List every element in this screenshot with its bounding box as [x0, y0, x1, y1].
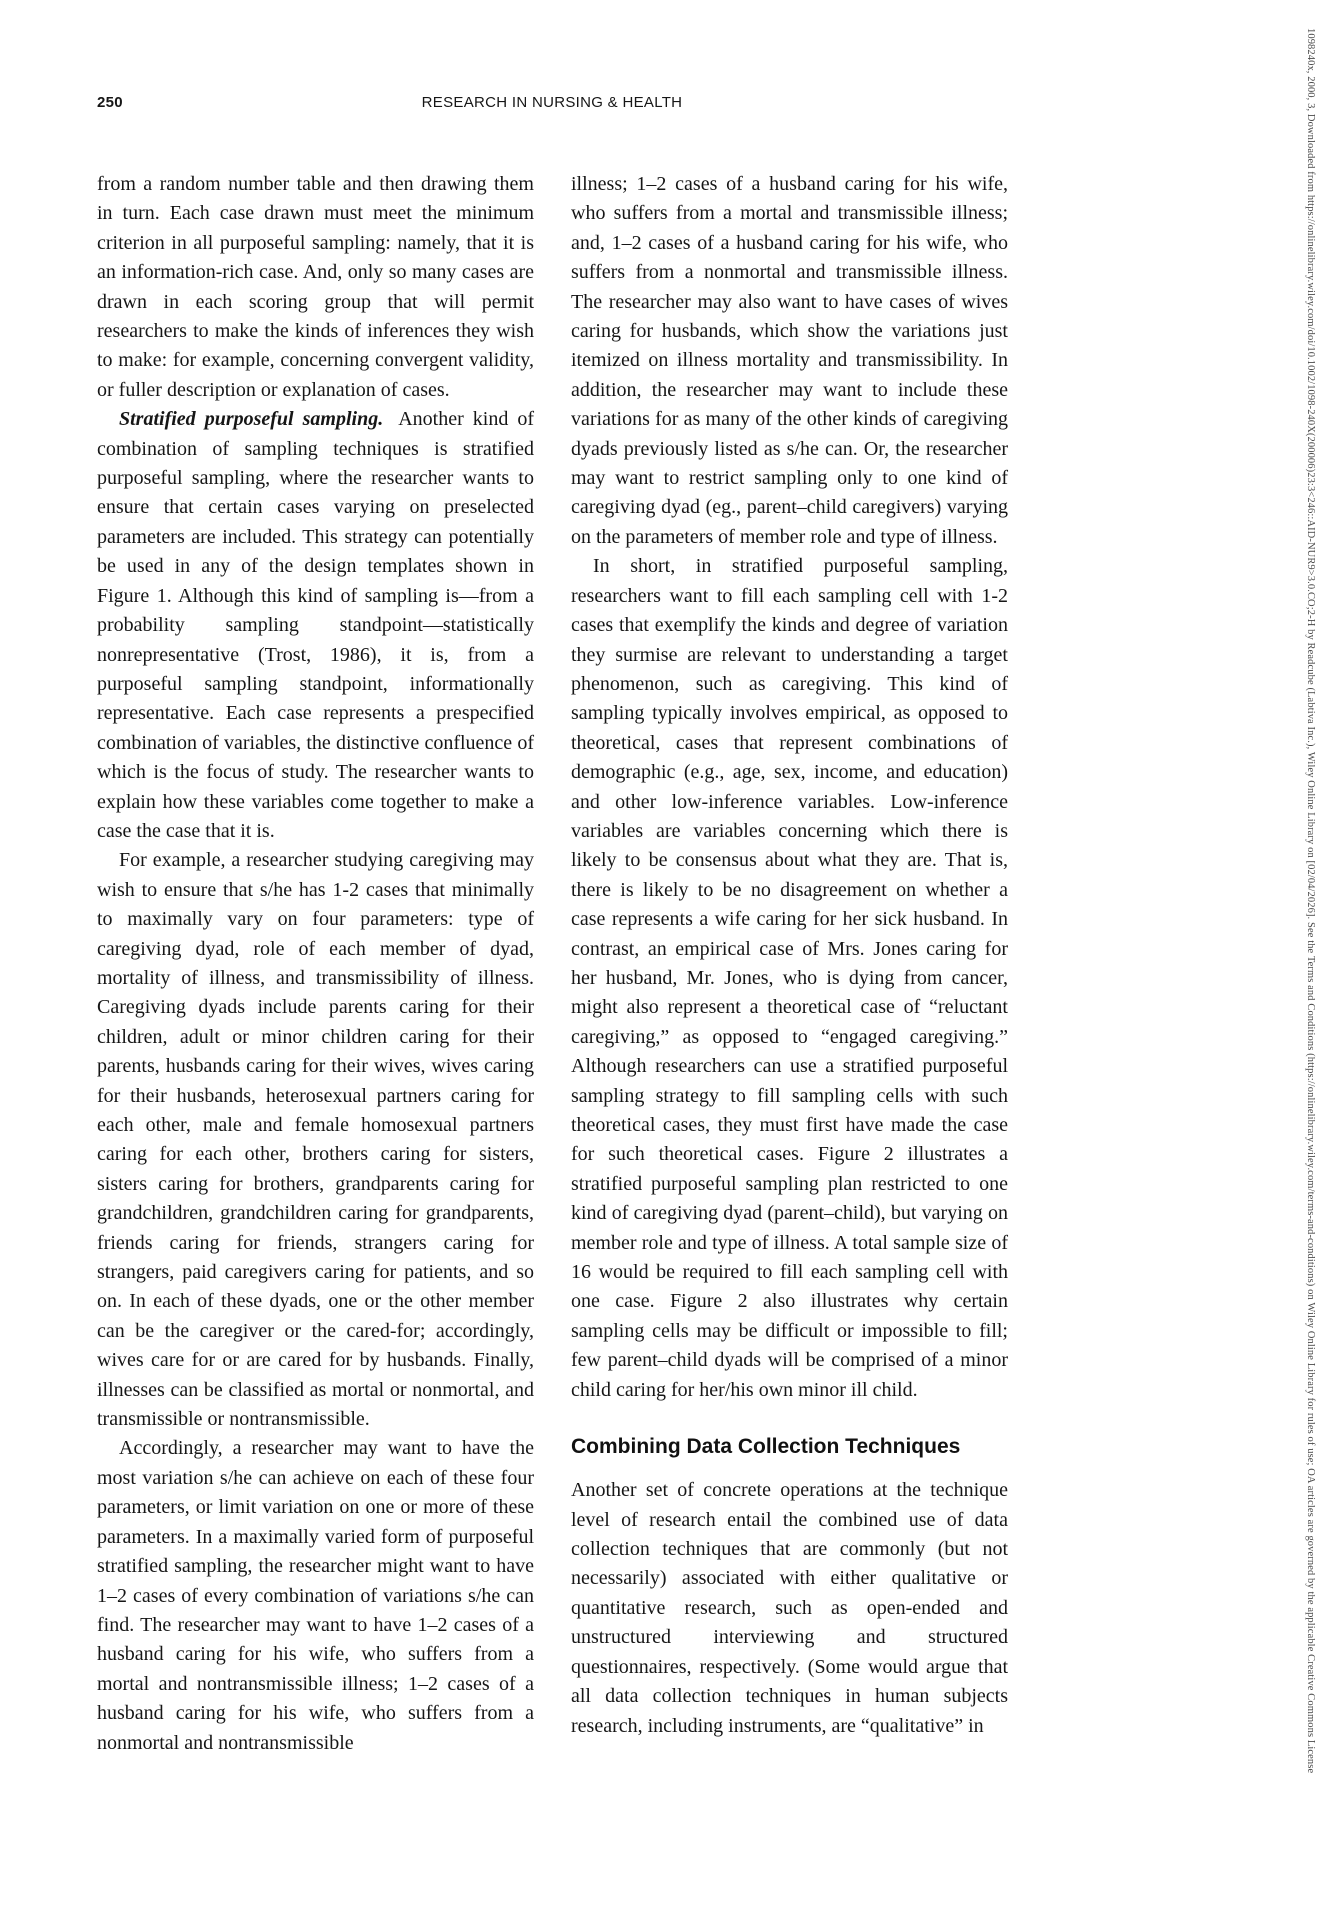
- text-body: [97, 170, 1008, 1758]
- run-in-heading: Stratified purposeful sampling.: [119, 408, 384, 431]
- body-paragraph: For example, a researcher studying caregiving may wish to ensure that s/he has 1-2 cases that minimally to maximally vary on four parameters: type of caregiving dyad, role of each member of dyad, mortality of illness, and transmissibility of illness. Caregiving dyads include parents caring for their children, adult or minor children caring for their parents, husbands caring for their wives, wives caring for their husbands, heterosexual partners caring for each other, male and female homosexual partners caring for each other, brothers caring for sisters, sisters caring for brothers, grandparents caring for grandchildren, grandchildren caring for grandparents, friends caring for friends, strangers caring for strangers, paid caregivers caring for patients, and so on. In each of these dyads, one or the other member can be the caregiver or the cared-for; accordingly, wives care for or are cared for by husbands. Finally, illnesses can be classified as mortal or nonmortal, and transmissible or nontransmissible.: [97, 849, 534, 1431]
- running-head: RESEARCH IN NURSING & HEALTH: [421, 94, 683, 111]
- body-paragraph: illness; 1–2 cases of a husband caring for his wife, who suffers from a mortal and transmissible illness; and, 1–2 cases of a husband caring for his wife, who suffers from a nonmortal and transmissible illness. The researcher may also want to have cases of wives caring for husbands, which show the variations just itemized on illness mortality and transmissibility. In addition, the researcher may want to include these variations for as many of the other kinds of caregiving dyads previously listed as s/he can. Or, the researcher may want to restrict sampling only to one kind of caregiving dyad (eg., parent–child caregivers) varying on the parameters of member role and type of illness.: [571, 173, 1008, 548]
- body-paragraph: Stratified purposeful sampling. Another kind of combination of sampling techniques is stratified purposeful sampling, where the researcher wants to ensure that certain cases varying on preselected parameters are included. This strategy can potentially be used in any of the design templates shown in Figure 1. Although this kind of sampling is—from a probability sampling standpoint—statistically nonrepresentative (Trost, 1986), it is, from a purposeful sampling standpoint, informationally representative. Each case represents a prespecified combination of variables, the distinctive confluence of which is the focus of study. The researcher wants to explain how these variables come together to make a case the case that it is.: [97, 408, 534, 842]
- section-heading: Combining Data Collection Techniques: [571, 1435, 961, 1459]
- citation-sidebar-text: 1098240x, 2000, 3, Downloaded from https://onlinelibrary.wiley.com/doi/10.1002/1098-240X(200006)23:3<246::AID-NUR9>3.0.CO;2-H by Readcube (Labtiva Inc.), Wiley Online Library on [02/04/2026]. See the Terms and Conditions (https://onlinelibrary.wiley.com/terms-and-conditions) on Wiley Online Library for rules of use; OA articles are governed by the applicable Creative Commons License: [1305, 28, 1316, 1774]
- body-paragraph: In short, in stratified purposeful sampling, researchers want to fill each sampling cell with 1-2 cases that exemplify the kinds and degree of variation they surmise are relevant to understanding a target phenomenon, such as caregiving. This kind of sampling typically involves empirical, as opposed to theoretical, cases that represent combinations of demographic (e.g., age, sex, income, and education) and other low-inference variables. Low-inference variables are variables concerning which there is likely to be consensus about what they are. That is, there is likely to be no disagreement on whether a case represents a wife caring for her sick husband. In contrast, an empirical case of Mrs. Jones caring for her husband, Mr. Jones, who is dying from cancer, might also represent a theoretical case of “reluctant caregiving,” as opposed to “engaged caregiving.” Although researchers can use a stratified purposeful sampling strategy to fill sampling cells with such theoretical cases, they must first have made the case for such theoretical cases. Figure 2 illustrates a stratified purposeful sampling plan restricted to one kind of caregiving dyad (parent–child), but varying on member role and type of illness. A total sample size of 16 would be required to fill each sampling cell with one case. Figure 2 also illustrates why certain sampling cells may be difficult or impossible to fill; few parent–child dyads will be comprised of a minor child caring for her/his own minor ill child.: [571, 555, 1008, 1401]
- right-column: [571, 170, 1008, 1758]
- body-paragraph: Accordingly, a researcher may want to have the most variation s/he can achieve on each of these four parameters, or limit variation on one or more of these parameters. In a maximally varied form of purposeful stratified sampling, the researcher might want to have 1–2 cases of every combination of variations s/he can find. The researcher may want to have 1–2 cases of a husband caring for his wife, who suffers from a mortal and nontransmissible illness; 1–2 cases of a husband caring for his wife, who suffers from a nonmortal and nontransmissible: [97, 1437, 534, 1754]
- left-column: [97, 170, 534, 1758]
- page-header: [97, 94, 1007, 118]
- page-number: 250: [97, 94, 123, 111]
- body-paragraph: from a random number table and then drawing them in turn. Each case drawn must meet the minimum criterion in all purposeful sampling: namely, that it is an information-rich case. And, only so many cases are drawn in each scoring group that will permit researchers to make the kinds of inferences they wish to make: for example, concerning convergent validity, or fuller description or explanation of cases.: [97, 173, 534, 401]
- body-paragraph: Another set of concrete operations at the technique level of research entail the combined use of data collection techniques that are commonly (but not necessarily) associated with either qualitative or quantitative research, such as open-ended and unstructured interviewing and structured questionnaires, respectively. (Some would argue that all data collection techniques in human subjects research, including instruments, are “qualitative” in: [571, 1479, 1008, 1737]
